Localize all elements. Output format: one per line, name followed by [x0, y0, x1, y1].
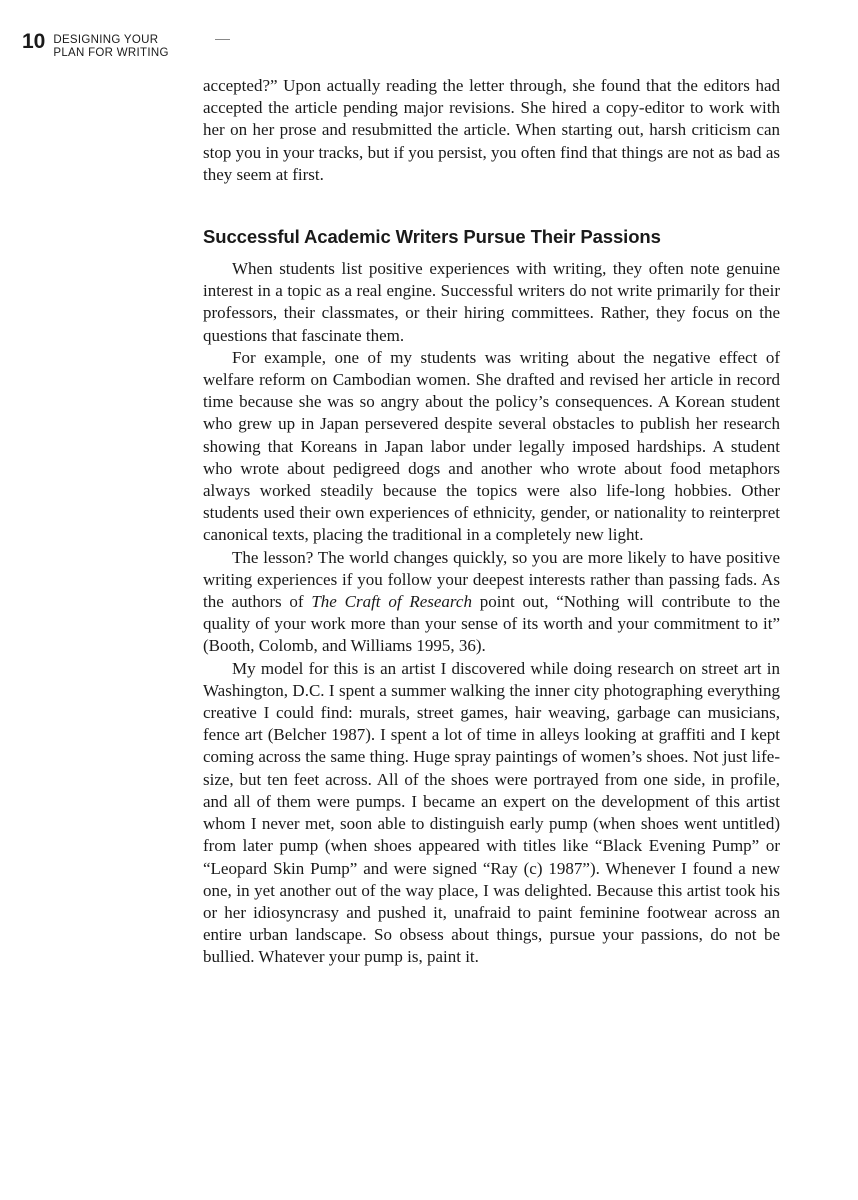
paragraph-3-text-b: point out, “Nothing will contribute to the quality of your work more than your sense of its worth and your commitment to it” (Booth, Colomb, and Williams 1995, 36). — [203, 592, 780, 656]
section-heading: Successful Academic Writers Pursue Their Passions — [203, 226, 661, 248]
paragraph-2: For example, one of my students was writing about the negative effect of welfare reform on Cambodian women. She drafted and revised her article in record time because she was so angry about the policy’s consequences. A Korean student who grew up in Japan persevered despite several obstacles to publish her research showing that Koreans in Japan labor under legally imposed hardships. A student who wrote about pedigreed dogs and another who wrote about food metaphors always worked steadily because the topics were also life-long hobbies. Other students used their own experiences of ethnicity, gender, or nationality to reinterpret canonical texts, placing the traditional in a completely new light. — [203, 347, 780, 545]
running-head-title-line-1: DESIGNING YOUR — [53, 34, 159, 46]
running-head-title — [53, 34, 168, 60]
book-title: The Craft of Research — [311, 592, 472, 612]
paragraph-1: When students list positive experiences with writing, they often note genuine interest in a topic as a real engine. Successful writers do not write primarily for their professors, their classmates, or their hiring committees. Rather, they focus on the questions that fascinate them. — [203, 259, 780, 345]
header-rule-mark — [215, 39, 230, 40]
page-number: 10 — [22, 30, 46, 53]
paragraph-3-text-a: The lesson? The world changes quickly, so you are more likely to have positive writing experiences if you follow your deepest interests rather than passing fads. As the authors of — [203, 547, 780, 612]
running-head — [22, 31, 169, 60]
body-text — [203, 75, 780, 969]
paragraph-continued: accepted?” Upon actually reading the letter through, she found that the editors had accepted the article pending major revisions. She hired a copy-editor to work with her on her prose and resubmitted the article. When starting out, harsh criticism can stop you in your tracks, but if you persist, you often find that things are not as bad as they seem at first. — [203, 76, 780, 184]
paragraph-3 — [203, 547, 780, 658]
running-head-title-line-2: PLAN FOR WRITING — [53, 47, 169, 59]
paragraph-4: My model for this is an artist I discovered while doing research on street art in Washington, D.C. I spent a summer walking the inner city photographing everything creative I could find: murals, street games, hair weaving, garbage can musicians, fence art (Belcher 1987). I spent a lot of time in alleys looking at graffiti and I kept coming across the same thing. Huge spray paintings of women’s shoes. Not just life-size, but ten feet across. All of the shoes were portrayed from one side, in profile, and all of them were pumps. I became an expert on the development of this artist whom I never met, soon able to distinguish early pump (when shoes went untitled) from later pump (when shoes appeared with titles like “Black Evening Pump” or “Leopard Skin Pump” and were signed “Ray (c) 1987”). Whenever I found a new one, in yet another out of the way place, I was delighted. Because this artist took his or her idiosyncrasy and pushed it, unafraid to paint feminine footwear across an entire urban landscape. So obsess about things, pursue your passions, do not be bullied. Whatever your pump is, paint it. — [203, 658, 780, 967]
